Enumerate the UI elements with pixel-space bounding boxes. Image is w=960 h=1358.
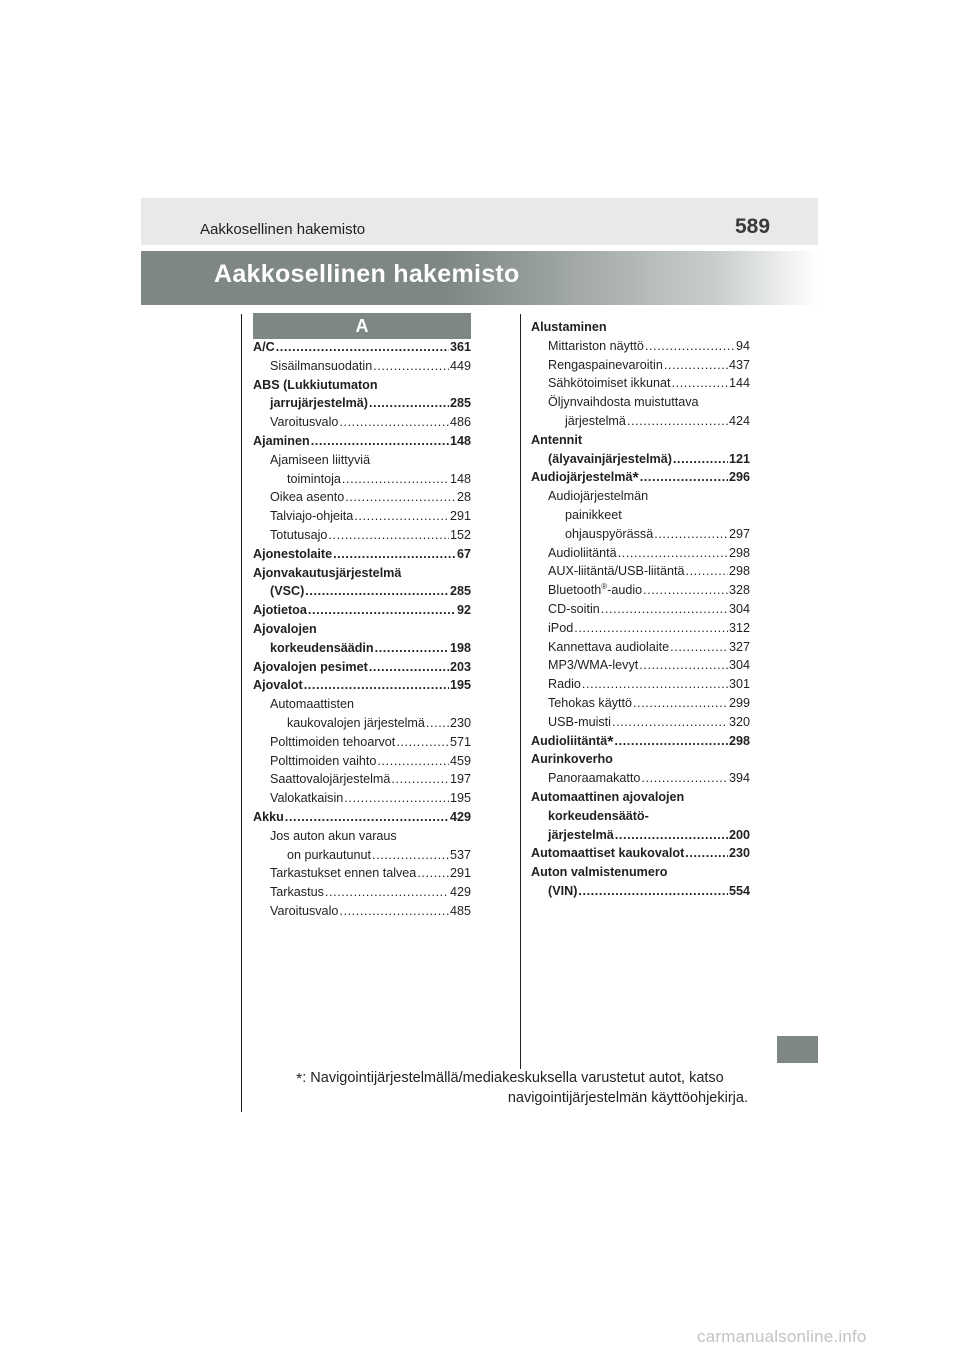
index-entry bbox=[531, 769, 750, 788]
page-reference: 291 bbox=[449, 509, 471, 524]
left-rule bbox=[241, 314, 242, 1112]
index-entry bbox=[531, 788, 750, 807]
entry-text: USB-muisti bbox=[548, 714, 611, 729]
entry-text: CD-soitin bbox=[548, 601, 600, 616]
entry-text: Öljynvaihdosta muistuttava bbox=[548, 395, 699, 410]
dot-leader bbox=[627, 412, 728, 431]
entry-text: Ajaminen bbox=[253, 433, 310, 448]
index-entry bbox=[531, 619, 750, 638]
footnote bbox=[296, 1068, 748, 1108]
page-reference: 144 bbox=[728, 376, 750, 391]
index-entry bbox=[531, 638, 750, 657]
page-reference: 301 bbox=[728, 677, 750, 692]
entry-text: Saattovalojärjestelmä bbox=[270, 772, 391, 787]
entry-text: Aurinkoverho bbox=[531, 752, 613, 767]
dot-leader bbox=[325, 883, 449, 902]
index-entry bbox=[253, 864, 471, 883]
dot-leader bbox=[643, 581, 728, 600]
index-entry bbox=[531, 468, 750, 487]
page-number: 589 bbox=[735, 215, 771, 238]
index-entry bbox=[253, 883, 471, 902]
dot-leader bbox=[618, 544, 728, 563]
entry-text: jarrujärjestelmä) bbox=[270, 396, 369, 411]
index-entry bbox=[253, 808, 471, 827]
entry-text: Rengaspainevaroitin bbox=[548, 357, 663, 372]
index-entry bbox=[531, 694, 750, 713]
dot-leader bbox=[582, 675, 728, 694]
index-entry bbox=[253, 770, 471, 789]
dot-leader bbox=[670, 638, 728, 657]
index-entry bbox=[531, 675, 750, 694]
entry-text: Tehokas käyttö bbox=[548, 695, 633, 710]
entry-text: Antennit bbox=[531, 432, 583, 447]
index-entry bbox=[253, 695, 471, 714]
entry-text: Panoraamakatto bbox=[548, 771, 641, 786]
column-divider bbox=[520, 314, 521, 1069]
dot-leader bbox=[612, 713, 728, 732]
page-reference: 203 bbox=[449, 659, 471, 674]
entry-text: Akku bbox=[253, 809, 284, 824]
entry-text: kaukovalojen järjestelmä bbox=[287, 715, 425, 730]
registered-mark: ® bbox=[601, 581, 608, 591]
dot-leader bbox=[685, 844, 728, 863]
index-entry bbox=[253, 545, 471, 564]
entry-text: Tarkastus bbox=[270, 885, 324, 900]
index-entry bbox=[531, 656, 750, 675]
dot-leader bbox=[308, 601, 456, 620]
entry-text: Auton valmistenumero bbox=[531, 865, 668, 880]
entry-text: korkeudensäätö- bbox=[548, 808, 649, 823]
entry-text: Audiojärjestelmä bbox=[531, 470, 633, 485]
index-entry bbox=[253, 470, 471, 489]
index-entry bbox=[253, 526, 471, 545]
index-entry bbox=[531, 337, 750, 356]
page-reference: 449 bbox=[449, 358, 471, 373]
page-reference: 28 bbox=[456, 490, 471, 505]
dot-leader bbox=[417, 864, 449, 883]
dot-leader bbox=[639, 656, 728, 675]
dot-leader bbox=[311, 432, 449, 451]
index-entry bbox=[531, 450, 750, 469]
index-entry bbox=[531, 374, 750, 393]
index-entry bbox=[253, 413, 471, 432]
page-reference: 429 bbox=[449, 809, 471, 824]
page-reference: 230 bbox=[449, 715, 471, 730]
entry-text-suffix: -audio bbox=[607, 583, 643, 598]
entry-text: Ajamiseen liittyviä bbox=[270, 452, 371, 467]
index-entry bbox=[253, 582, 471, 601]
index-entry bbox=[531, 431, 750, 450]
dot-leader bbox=[391, 770, 449, 789]
page-reference: 200 bbox=[728, 827, 750, 842]
dot-leader bbox=[685, 562, 728, 581]
dot-leader bbox=[641, 769, 728, 788]
entry-text: Ajovalojen pesimet bbox=[253, 659, 368, 674]
page-reference: 361 bbox=[449, 340, 471, 354]
entry-text: Ajovalojen bbox=[253, 621, 317, 636]
dot-leader bbox=[372, 846, 449, 865]
dot-leader bbox=[369, 658, 449, 677]
entry-text: Sähkötoimiset ikkunat bbox=[548, 376, 671, 391]
entry-text: Ajovalot bbox=[253, 678, 303, 693]
dot-leader bbox=[304, 676, 449, 695]
index-entry bbox=[253, 714, 471, 733]
index-entry bbox=[531, 487, 750, 506]
entry-text: Polttimoiden tehoarvot bbox=[270, 734, 396, 749]
page-reference: 320 bbox=[728, 714, 750, 729]
page-reference: 152 bbox=[449, 527, 471, 542]
entry-text: Tarkastukset ennen talvea bbox=[270, 866, 417, 881]
dot-leader bbox=[578, 882, 728, 901]
dot-leader bbox=[672, 374, 728, 393]
index-entry bbox=[253, 357, 471, 376]
dot-leader bbox=[285, 808, 449, 827]
index-entry bbox=[253, 752, 471, 771]
entry-text: korkeudensäädin bbox=[270, 640, 374, 655]
index-entry bbox=[531, 562, 750, 581]
index-entry bbox=[253, 733, 471, 752]
index-entry bbox=[253, 564, 471, 583]
dot-leader bbox=[276, 338, 449, 357]
dot-leader bbox=[673, 450, 728, 469]
letter-heading: A bbox=[253, 313, 471, 339]
index-entry bbox=[253, 338, 471, 357]
index-entry bbox=[531, 393, 750, 412]
index-entry bbox=[253, 827, 471, 846]
entry-text: ABS (Lukkiutumaton bbox=[253, 377, 378, 392]
page-reference: 195 bbox=[449, 678, 471, 693]
index-entry bbox=[253, 639, 471, 658]
dot-leader bbox=[396, 733, 449, 752]
dot-leader bbox=[342, 470, 449, 489]
page-reference: 198 bbox=[449, 640, 471, 655]
entry-text: Automaattinen ajovalojen bbox=[531, 789, 685, 804]
entry-text: Bluetooth bbox=[548, 583, 602, 598]
page-reference: 312 bbox=[728, 620, 750, 635]
index-entry bbox=[531, 544, 750, 563]
entry-text: Totutusajo bbox=[270, 527, 328, 542]
index-entry bbox=[531, 750, 750, 769]
index-entry bbox=[531, 713, 750, 732]
dot-leader bbox=[345, 488, 456, 507]
page-reference: 92 bbox=[456, 603, 471, 618]
dot-leader bbox=[328, 526, 449, 545]
entry-text: Polttimoiden vaihto bbox=[270, 753, 377, 768]
dot-leader bbox=[574, 619, 728, 638]
index-entry bbox=[531, 844, 750, 863]
dot-leader bbox=[373, 357, 449, 376]
entry-text: Ajonestolaite bbox=[253, 546, 333, 561]
page-reference: 297 bbox=[728, 526, 750, 541]
footnote-line-1: : Navigointijärjestelmällä/mediakeskuksella varustetut autot, katso bbox=[302, 1070, 724, 1086]
footnote-line-2: navigointijärjestelmän käyttöohjekirja. bbox=[507, 1090, 748, 1106]
entry-text: Oikea asento bbox=[270, 490, 345, 505]
page-reference: 195 bbox=[449, 791, 471, 806]
entry-text: on purkautunut bbox=[287, 847, 372, 862]
index-entry bbox=[253, 676, 471, 695]
index-entry bbox=[253, 507, 471, 526]
index-column-left bbox=[253, 338, 471, 921]
page-reference: 291 bbox=[449, 866, 471, 881]
page-reference: 299 bbox=[728, 695, 750, 710]
dot-leader bbox=[377, 752, 449, 771]
page-reference: 298 bbox=[728, 545, 750, 560]
section-title: Aakkosellinen hakemisto bbox=[214, 260, 520, 288]
entry-text: MP3/WMA-levyt bbox=[548, 658, 639, 673]
entry-text: A/C bbox=[253, 340, 275, 354]
dot-leader bbox=[339, 902, 449, 921]
page-reference: 328 bbox=[728, 583, 750, 598]
page-reference: 394 bbox=[728, 771, 750, 786]
entry-text: Sisäilmansuodatin bbox=[270, 358, 373, 373]
index-entry bbox=[253, 601, 471, 620]
page-reference: 537 bbox=[449, 847, 471, 862]
dot-leader bbox=[305, 582, 449, 601]
dot-leader bbox=[369, 394, 449, 413]
dot-leader bbox=[615, 826, 728, 845]
page-reference: 197 bbox=[449, 772, 471, 787]
index-entry bbox=[531, 826, 750, 845]
page-reference: 230 bbox=[728, 846, 750, 861]
index-entry bbox=[253, 789, 471, 808]
page-reference: 459 bbox=[449, 753, 471, 768]
index-entry bbox=[253, 376, 471, 395]
page-reference: 121 bbox=[728, 451, 750, 466]
index-entry bbox=[531, 356, 750, 375]
page-reference: 148 bbox=[449, 471, 471, 486]
index-entry bbox=[531, 882, 750, 901]
entry-text: (VSC) bbox=[270, 584, 305, 599]
page-reference: 327 bbox=[728, 639, 750, 654]
running-title: Aakkosellinen hakemisto bbox=[200, 221, 366, 238]
page-reference: 424 bbox=[728, 413, 750, 428]
index-entry bbox=[531, 412, 750, 431]
footnote-star: * bbox=[607, 733, 614, 751]
page-reference: 94 bbox=[735, 338, 750, 353]
dot-leader bbox=[640, 468, 728, 487]
index-entry bbox=[253, 432, 471, 451]
index-entry bbox=[531, 600, 750, 619]
entry-text: Mittariston näyttö bbox=[548, 338, 644, 353]
dot-leader bbox=[354, 507, 449, 526]
page-reference: 298 bbox=[728, 733, 750, 748]
dot-leader bbox=[344, 789, 449, 808]
dot-leader bbox=[645, 337, 735, 356]
index-entry bbox=[253, 394, 471, 413]
entry-text: Automaattisten bbox=[270, 697, 355, 712]
dot-leader bbox=[615, 732, 728, 751]
entry-text: Audioliitäntä bbox=[548, 545, 617, 560]
section-tab bbox=[777, 1036, 818, 1063]
page-reference: 571 bbox=[449, 734, 471, 749]
entry-text: Varoitusvalo bbox=[270, 903, 339, 918]
page-reference: 437 bbox=[728, 357, 750, 372]
index-entry bbox=[253, 902, 471, 921]
entry-text: ohjauspyörässä bbox=[565, 526, 654, 541]
index-entry bbox=[531, 525, 750, 544]
index-entry bbox=[253, 846, 471, 865]
index-column-right bbox=[531, 318, 750, 901]
entry-text: Talviajo-ohjeita bbox=[270, 509, 354, 524]
entry-text: Automaattiset kaukovalot bbox=[531, 846, 685, 861]
page-reference: 485 bbox=[449, 903, 471, 918]
page-reference: 285 bbox=[449, 396, 471, 411]
entry-text: Radio bbox=[548, 677, 581, 692]
dot-leader bbox=[664, 356, 728, 375]
index-entry bbox=[531, 318, 750, 337]
page-reference: 486 bbox=[449, 415, 471, 430]
entry-text: Audiojärjestelmän bbox=[548, 489, 649, 504]
dot-leader bbox=[633, 694, 728, 713]
page-reference: 298 bbox=[728, 564, 750, 579]
dot-leader bbox=[426, 714, 449, 733]
entry-text: toimintoja bbox=[287, 471, 341, 486]
index-entry bbox=[253, 620, 471, 639]
watermark: carmanualsonline.info bbox=[697, 1327, 867, 1346]
index-entry bbox=[253, 658, 471, 677]
index-entry bbox=[531, 807, 750, 826]
page-reference: 304 bbox=[728, 601, 750, 616]
entry-text: (VIN) bbox=[548, 883, 578, 898]
page-reference: 429 bbox=[449, 885, 471, 900]
entry-text: Kannettava audiolaite bbox=[548, 639, 670, 654]
entry-text: Varoitusvalo bbox=[270, 415, 339, 430]
entry-text: iPod bbox=[548, 620, 574, 635]
index-entry bbox=[531, 732, 750, 751]
dot-leader bbox=[375, 639, 449, 658]
entry-text: AUX-liitäntä/USB-liitäntä bbox=[548, 564, 685, 579]
entry-text: painikkeet bbox=[565, 507, 622, 522]
page-reference: 285 bbox=[449, 584, 471, 599]
page-reference: 554 bbox=[728, 883, 750, 898]
entry-text: (älyavainjärjestelmä) bbox=[548, 451, 672, 466]
entry-text: järjestelmä bbox=[548, 827, 614, 842]
page-reference: 67 bbox=[456, 546, 471, 561]
index-entry bbox=[531, 506, 750, 525]
index-entry bbox=[531, 581, 750, 600]
dot-leader bbox=[601, 600, 728, 619]
entry-text: Ajonvakautusjärjestelmä bbox=[253, 565, 402, 580]
entry-text: Audioliitäntä bbox=[531, 733, 608, 748]
entry-text: Ajotietoa bbox=[253, 603, 307, 618]
entry-text: Alustaminen bbox=[531, 320, 607, 334]
index-entry bbox=[253, 451, 471, 470]
page-reference: 304 bbox=[728, 658, 750, 673]
dot-leader bbox=[339, 413, 449, 432]
entry-text: Jos auton akun varaus bbox=[270, 828, 397, 843]
index-entry bbox=[531, 863, 750, 882]
dot-leader bbox=[333, 545, 456, 564]
page-reference: 296 bbox=[728, 470, 750, 485]
footnote-star: * bbox=[632, 470, 639, 488]
page-reference: 148 bbox=[449, 433, 471, 448]
entry-text: Valokatkaisin bbox=[270, 791, 344, 806]
footnote-mark: * bbox=[296, 1071, 303, 1088]
entry-text: järjestelmä bbox=[565, 413, 626, 428]
index-entry bbox=[253, 488, 471, 507]
dot-leader bbox=[654, 525, 728, 544]
